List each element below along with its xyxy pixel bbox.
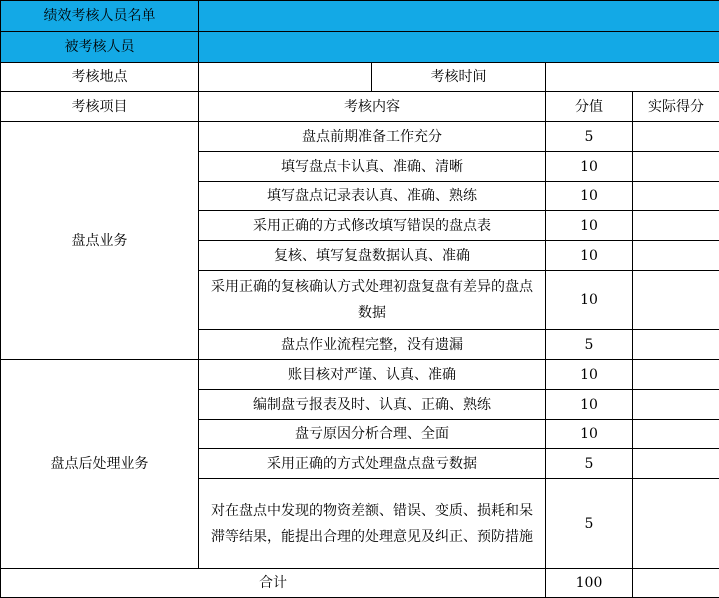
total-label: 合计	[1, 569, 546, 598]
criterion-text: 复核、填写复盘数据认真、准确	[199, 241, 546, 271]
criterion-text: 盘点作业流程完整，没有遗漏	[199, 330, 546, 360]
examinee-label: 被考核人员	[1, 32, 199, 63]
location-value-cell[interactable]	[199, 63, 372, 92]
actual-score-cell[interactable]	[633, 211, 719, 241]
actual-score-cell[interactable]	[633, 122, 719, 152]
criterion-text: 采用正确的方式修改填写错误的盘点表	[199, 211, 546, 241]
criterion-text: 账目核对严谨、认真、准确	[199, 360, 546, 390]
total-actual-cell[interactable]	[633, 569, 719, 598]
criterion-score: 10	[546, 152, 633, 182]
criterion-score: 10	[546, 271, 633, 330]
actual-score-cell[interactable]	[633, 271, 719, 330]
title-row	[1, 1, 719, 32]
criterion-score: 10	[546, 390, 633, 420]
column-header-actual: 实际得分	[633, 92, 719, 122]
total-row	[1, 569, 719, 598]
column-header-row	[1, 92, 719, 122]
examinee-row	[1, 32, 719, 63]
criterion-text: 盘亏原因分析合理、全面	[199, 420, 546, 449]
criterion-score: 10	[546, 182, 633, 211]
criterion-text: 对在盘点中发现的物资差额、错误、变质、损耗和呆滞等结果，能提出合理的处理意见及纠正、预防措施	[199, 479, 546, 569]
criterion-score: 10	[546, 420, 633, 449]
actual-score-cell[interactable]	[633, 330, 719, 360]
column-header-content: 考核内容	[199, 92, 546, 122]
time-value-cell[interactable]	[546, 63, 719, 92]
criterion-score: 5	[546, 330, 633, 360]
table-title: 绩效考核人员名单	[1, 1, 199, 32]
criterion-score: 5	[546, 479, 633, 569]
location-label: 考核地点	[1, 63, 199, 92]
criterion-text: 填写盘点卡认真、准确、清晰	[199, 152, 546, 182]
actual-score-cell[interactable]	[633, 182, 719, 211]
criterion-score: 10	[546, 360, 633, 390]
actual-score-cell[interactable]	[633, 241, 719, 271]
criterion-text: 采用正确的方式处理盘点盘亏数据	[199, 449, 546, 479]
actual-score-cell[interactable]	[633, 449, 719, 479]
criterion-text: 填写盘点记录表认真、准确、熟练	[199, 182, 546, 211]
criterion-text: 盘点前期准备工作充分	[199, 122, 546, 152]
examinee-value-cell[interactable]	[199, 32, 719, 63]
section-name: 盘点业务	[1, 122, 199, 360]
table-row	[1, 122, 719, 152]
section-name: 盘点后处理业务	[1, 360, 199, 569]
actual-score-cell[interactable]	[633, 420, 719, 449]
criterion-text: 采用正确的复核确认方式处理初盘复盘有差异的盘点数据	[199, 271, 546, 330]
criterion-score: 5	[546, 122, 633, 152]
actual-score-cell[interactable]	[633, 360, 719, 390]
title-value-cell[interactable]	[199, 1, 719, 32]
actual-score-cell[interactable]	[633, 390, 719, 420]
column-header-score: 分值	[546, 92, 633, 122]
location-time-row	[1, 63, 719, 92]
total-score: 100	[546, 569, 633, 598]
column-header-item: 考核项目	[1, 92, 199, 122]
criterion-text: 编制盘亏报表及时、认真、正确、熟练	[199, 390, 546, 420]
criterion-score: 10	[546, 241, 633, 271]
criterion-score: 10	[546, 211, 633, 241]
actual-score-cell[interactable]	[633, 479, 719, 569]
table-row	[1, 360, 719, 390]
criterion-score: 5	[546, 449, 633, 479]
time-label: 考核时间	[372, 63, 546, 92]
actual-score-cell[interactable]	[633, 152, 719, 182]
